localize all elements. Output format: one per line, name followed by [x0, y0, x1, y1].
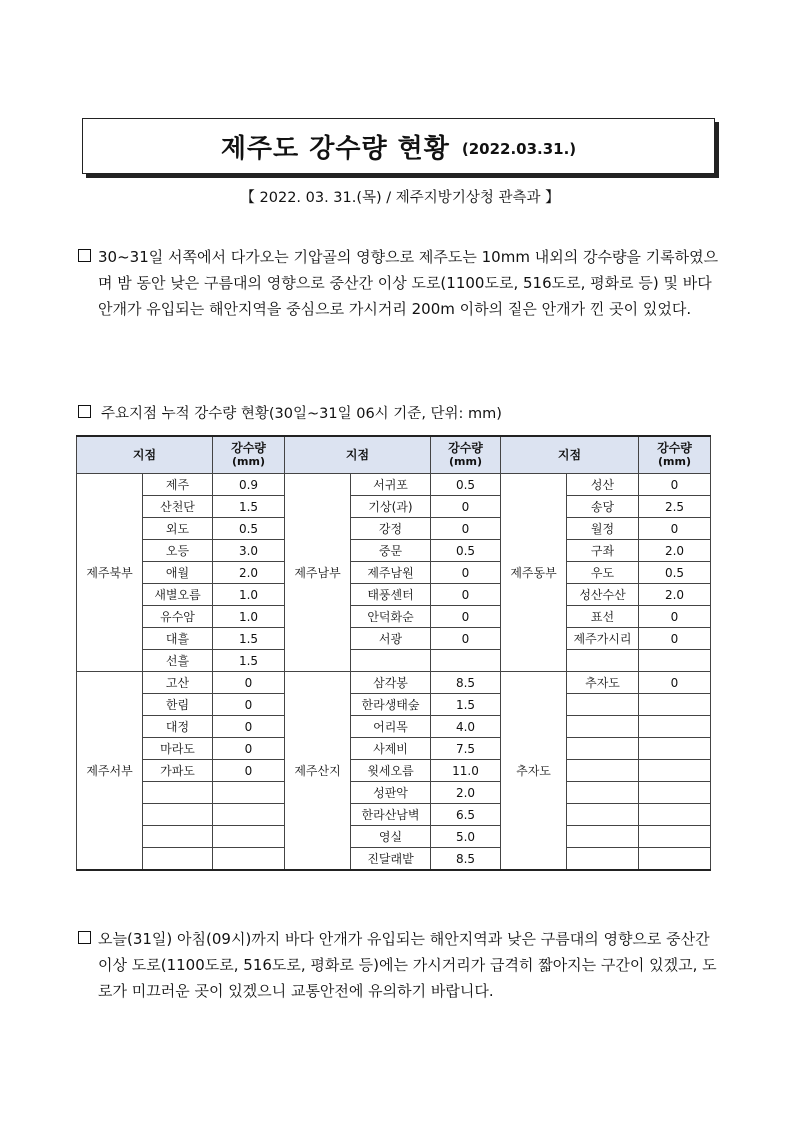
rainfall-value-cell: 0.5: [431, 474, 501, 496]
station-cell: 성산수산: [567, 584, 639, 606]
rainfall-value-cell: 11.0: [431, 760, 501, 782]
rainfall-value-cell: 1.0: [213, 584, 285, 606]
station-cell: 마라도: [143, 738, 213, 760]
station-cell: [143, 782, 213, 804]
station-cell: 진달래밭: [351, 848, 431, 871]
paragraph-1: [78, 244, 728, 322]
station-cell: 한라산남벽: [351, 804, 431, 826]
rainfall-value-cell: 2.0: [213, 562, 285, 584]
checkbox-bullet-icon: [78, 931, 91, 944]
rainfall-value-cell: 0.5: [213, 518, 285, 540]
station-cell: [567, 848, 639, 871]
station-cell: 고산: [143, 672, 213, 694]
rainfall-value-cell: [639, 782, 711, 804]
station-cell: 영실: [351, 826, 431, 848]
rainfall-value-cell: [639, 804, 711, 826]
rainfall-value-cell: 1.5: [213, 496, 285, 518]
rainfall-value-cell: 0: [639, 628, 711, 650]
table-row: [77, 496, 711, 518]
station-cell: 추자도: [567, 672, 639, 694]
table-row: [77, 584, 711, 606]
rainfall-value-cell: 0.5: [639, 562, 711, 584]
rainfall-value-cell: 0: [431, 562, 501, 584]
header-site: 지점: [77, 436, 213, 474]
rainfall-value-cell: [213, 782, 285, 804]
station-cell: 안덕화순: [351, 606, 431, 628]
station-cell: 가파도: [143, 760, 213, 782]
header-amount: 강수량 (mm): [213, 436, 285, 474]
table-row: [77, 716, 711, 738]
station-cell: 대흘: [143, 628, 213, 650]
station-cell: [143, 848, 213, 871]
rainfall-value-cell: 0: [213, 716, 285, 738]
section-heading-text: 주요지점 누적 강수량 현황(30일~31일 06시 기준, 단위: mm): [101, 406, 502, 422]
station-cell: 외도: [143, 518, 213, 540]
table-header-row: [77, 436, 711, 474]
station-cell: [567, 826, 639, 848]
table-row: [77, 804, 711, 826]
checkbox-bullet-icon: [78, 249, 91, 262]
station-cell: 구좌: [567, 540, 639, 562]
station-cell: [143, 826, 213, 848]
rainfall-value-cell: 0.5: [431, 540, 501, 562]
station-cell: 서광: [351, 628, 431, 650]
station-cell: [567, 804, 639, 826]
table-row: [77, 474, 711, 496]
rainfall-value-cell: 0: [213, 760, 285, 782]
table-row: [77, 628, 711, 650]
station-cell: 송당: [567, 496, 639, 518]
rainfall-value-cell: 0: [431, 496, 501, 518]
station-cell: [567, 782, 639, 804]
station-cell: [567, 694, 639, 716]
rainfall-value-cell: 0: [213, 694, 285, 716]
rainfall-value-cell: [213, 804, 285, 826]
rainfall-value-cell: 0: [431, 584, 501, 606]
table-row: [77, 650, 711, 672]
station-cell: [567, 760, 639, 782]
rainfall-value-cell: 4.0: [431, 716, 501, 738]
station-cell: 중문: [351, 540, 431, 562]
region-cell: 제주남부: [285, 474, 351, 672]
rainfall-value-cell: [639, 848, 711, 871]
rainfall-value-cell: [213, 826, 285, 848]
table-row: [77, 826, 711, 848]
station-cell: 사제비: [351, 738, 431, 760]
rainfall-value-cell: 3.0: [213, 540, 285, 562]
page-title: 제주도 강수량 현황: [220, 133, 450, 164]
rainfall-value-cell: 0: [213, 672, 285, 694]
rainfall-value-cell: [639, 738, 711, 760]
table-row: [77, 782, 711, 804]
rainfall-value-cell: 0.9: [213, 474, 285, 496]
station-cell: 태풍센터: [351, 584, 431, 606]
station-cell: 우도: [567, 562, 639, 584]
station-cell: 제주가시리: [567, 628, 639, 650]
station-cell: 삼각봉: [351, 672, 431, 694]
rainfall-value-cell: 1.5: [213, 628, 285, 650]
rainfall-value-cell: [639, 650, 711, 672]
rainfall-value-cell: 0: [213, 738, 285, 760]
station-cell: [143, 804, 213, 826]
rainfall-value-cell: 1.0: [213, 606, 285, 628]
rainfall-value-cell: 1.5: [213, 650, 285, 672]
rainfall-value-cell: 8.5: [431, 848, 501, 871]
table-row: [77, 694, 711, 716]
rainfall-value-cell: 7.5: [431, 738, 501, 760]
region-cell: 제주동부: [501, 474, 567, 672]
station-cell: 성판악: [351, 782, 431, 804]
rainfall-value-cell: [639, 826, 711, 848]
station-cell: 한림: [143, 694, 213, 716]
rainfall-value-cell: 0: [639, 606, 711, 628]
header-amount: 강수량 (mm): [431, 436, 501, 474]
rainfall-table: [76, 435, 711, 871]
station-cell: 한라생태숲: [351, 694, 431, 716]
rainfall-value-cell: [213, 848, 285, 871]
station-cell: 서귀포: [351, 474, 431, 496]
station-cell: [351, 650, 431, 672]
station-cell: 어리목: [351, 716, 431, 738]
rainfall-value-cell: 0: [639, 518, 711, 540]
station-cell: [567, 738, 639, 760]
rainfall-value-cell: [639, 694, 711, 716]
title-date: (2022.03.31.): [461, 140, 577, 158]
table-row: [77, 738, 711, 760]
rainfall-value-cell: 0: [431, 518, 501, 540]
station-cell: 월정: [567, 518, 639, 540]
rainfall-value-cell: 6.5: [431, 804, 501, 826]
station-cell: 윗세오름: [351, 760, 431, 782]
table-row: [77, 518, 711, 540]
rainfall-value-cell: 0: [431, 606, 501, 628]
region-cell: 제주북부: [77, 474, 143, 672]
rainfall-value-cell: 1.5: [431, 694, 501, 716]
rainfall-value-cell: 5.0: [431, 826, 501, 848]
rainfall-value-cell: [431, 650, 501, 672]
rainfall-value-cell: 2.0: [431, 782, 501, 804]
station-cell: 표선: [567, 606, 639, 628]
station-cell: 제주: [143, 474, 213, 496]
table-row: [77, 606, 711, 628]
station-cell: 새별오름: [143, 584, 213, 606]
region-cell: 제주산지: [285, 672, 351, 871]
station-cell: [567, 716, 639, 738]
rainfall-value-cell: [639, 716, 711, 738]
rainfall-value-cell: [639, 760, 711, 782]
station-cell: 대정: [143, 716, 213, 738]
station-cell: 선흘: [143, 650, 213, 672]
region-cell: 제주서부: [77, 672, 143, 871]
station-cell: 제주남원: [351, 562, 431, 584]
table-row: [77, 672, 711, 694]
station-cell: 성산: [567, 474, 639, 496]
table-row: [77, 562, 711, 584]
header-amount: 강수량 (mm): [639, 436, 711, 474]
paragraph-2-text: 오늘(31일) 아침(09시)까지 바다 안개가 유입되는 해안지역과 낮은 구름대의 영향으로 중산간 이상 도로(1100도로, 516도로, 평화로 등)에는 가시거리가 급격히 짧아지는 구간이 있겠고, 도로가 미끄러운 곳이 있겠으니 교통안전에 유의하기 바랍니다.: [98, 930, 717, 1000]
station-cell: 오등: [143, 540, 213, 562]
header-site: 지점: [285, 436, 431, 474]
rainfall-value-cell: 2.5: [639, 496, 711, 518]
station-cell: 애월: [143, 562, 213, 584]
rainfall-value-cell: 2.0: [639, 540, 711, 562]
station-cell: [567, 650, 639, 672]
subtitle: 【 2022. 03. 31.(목) / 제주지방기상청 관측과 】: [240, 190, 560, 206]
paragraph-2: [78, 926, 728, 1004]
station-cell: 강정: [351, 518, 431, 540]
paragraph-1-text: 30~31일 서쪽에서 다가오는 기압골의 영향으로 제주도는 10mm 내외의 강수량을 기록하였으며 밤 동안 낮은 구름대의 영향으로 중산간 이상 도로(1100도로, 516도로, 평화로 등) 및 바다 안개가 유입되는 해안지역을 중심으로 가시거리 200m 이하의 짙은 안개가 낀 곳이 있었다.: [98, 248, 719, 318]
rainfall-value-cell: 8.5: [431, 672, 501, 694]
rainfall-value-cell: 0: [639, 672, 711, 694]
table-row: [77, 540, 711, 562]
header-site: 지점: [501, 436, 639, 474]
station-cell: 산천단: [143, 496, 213, 518]
rainfall-value-cell: 2.0: [639, 584, 711, 606]
rainfall-value-cell: 0: [431, 628, 501, 650]
rainfall-value-cell: 0: [639, 474, 711, 496]
station-cell: 기상(과): [351, 496, 431, 518]
checkbox-bullet-icon: [78, 405, 91, 418]
table-row: [77, 760, 711, 782]
region-cell: 추자도: [501, 672, 567, 871]
title-box: [82, 118, 715, 174]
section-heading: [78, 402, 502, 423]
station-cell: 유수암: [143, 606, 213, 628]
table-row: [77, 848, 711, 871]
